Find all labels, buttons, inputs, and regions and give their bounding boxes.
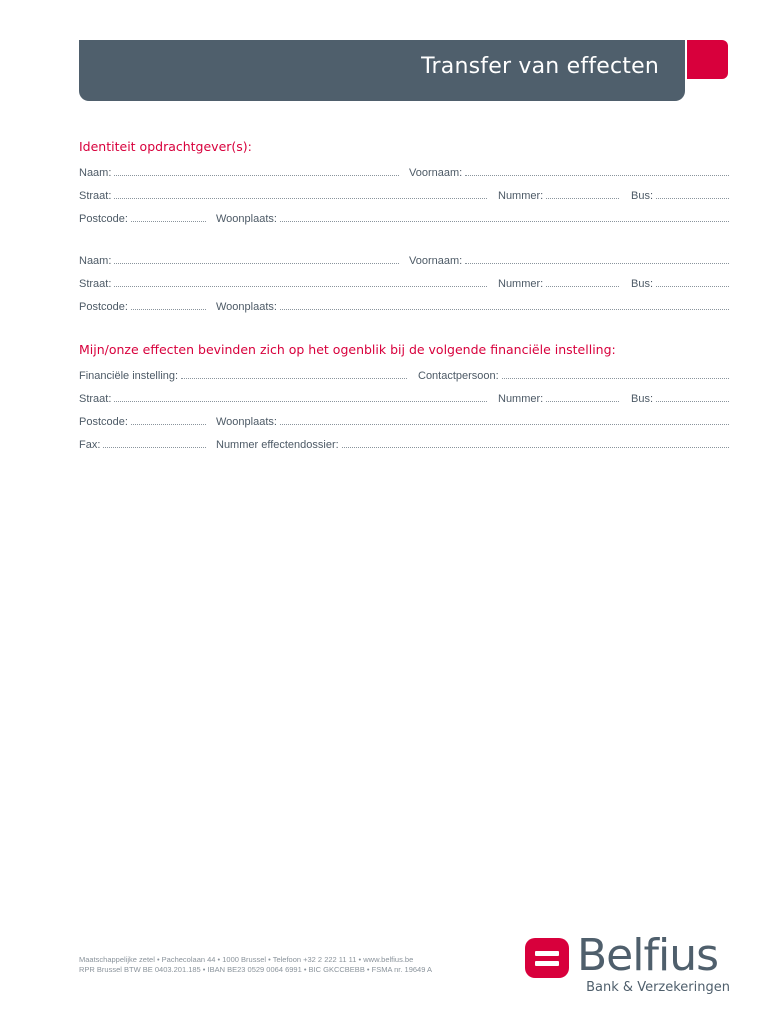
woonplaats-label: Woonplaats: [216,301,277,313]
straat-field-2[interactable] [79,274,487,290]
instelling-label: Financiële instelling: [79,370,179,382]
institution-row [79,366,729,382]
page-title: Transfer van effecten [421,54,659,79]
straat-label: Straat: [79,393,112,405]
fax-field[interactable] [79,435,206,451]
footer-address [79,955,432,975]
woonplaats-field-1[interactable] [216,209,729,225]
woonplaats-field-2[interactable] [216,297,729,313]
person1-name-row [79,163,729,179]
nummer-label: Nummer: [498,393,544,405]
postcode-label: Postcode: [79,301,128,313]
dossier-label: Nummer effectendossier: [216,439,339,451]
straat-label: Straat: [79,278,112,290]
naam-label: Naam: [79,255,112,267]
institution-street-row [79,389,729,405]
bus-label: Bus: [631,278,654,290]
contactpersoon-label: Contactpersoon: [418,370,499,382]
footer-line-1: Maatschappelijke zetel • Pachecolaan 44 • 1000 Brussel • Telefoon +32 2 222 11 11 • www.belfius.be [79,955,414,964]
section-title-identity: Identiteit opdrachtgever(s): [79,139,252,154]
dossier-field[interactable] [216,435,729,451]
voornaam-label: Voornaam: [409,255,463,267]
straat-field-3[interactable] [79,389,487,405]
logo-tagline: Bank & Verzekeringen [586,980,730,995]
woonplaats-label: Woonplaats: [216,213,277,225]
header-bar [79,40,685,101]
postcode-label: Postcode: [79,213,128,225]
bus-field-1[interactable] [631,186,729,202]
bus-field-2[interactable] [631,274,729,290]
bus-label: Bus: [631,190,654,202]
naam-field-2[interactable] [79,251,399,267]
footer-line-2: RPR Brussel BTW BE 0403.201.185 • IBAN BE23 0529 0064 6991 • BIC GKCCBEBB • FSMA nr. 19649 A [79,965,433,974]
person2-street-row [79,274,729,290]
instelling-field[interactable] [79,366,407,382]
nummer-field-3[interactable] [498,389,619,405]
nummer-field-1[interactable] [498,186,619,202]
voornaam-field-1[interactable] [409,163,729,179]
person1-city-row [79,209,729,225]
nummer-label: Nummer: [498,190,544,202]
straat-label: Straat: [79,190,112,202]
nummer-field-2[interactable] [498,274,619,290]
institution-fax-row [79,435,729,451]
postcode-field-2[interactable] [79,297,206,313]
naam-label: Naam: [79,167,112,179]
institution-city-row [79,412,729,428]
postcode-field-1[interactable] [79,209,206,225]
belfius-logo [525,930,730,1000]
person2-city-row [79,297,729,313]
section-title-institution: Mijn/onze effecten bevinden zich op het ogenblik bij de volgende financiële instelling: [79,342,616,357]
contactpersoon-field[interactable] [418,366,729,382]
postcode-label: Postcode: [79,416,128,428]
bus-field-3[interactable] [631,389,729,405]
logo-wordmark: Belfius [577,930,719,981]
postcode-field-3[interactable] [79,412,206,428]
nummer-label: Nummer: [498,278,544,290]
person2-name-row [79,251,729,267]
voornaam-label: Voornaam: [409,167,463,179]
woonplaats-field-3[interactable] [216,412,729,428]
voornaam-field-2[interactable] [409,251,729,267]
belfius-logo-mark-icon [525,938,569,978]
fax-label: Fax: [79,439,101,451]
bus-label: Bus: [631,393,654,405]
person1-street-row [79,186,729,202]
woonplaats-label: Woonplaats: [216,416,277,428]
naam-field-1[interactable] [79,163,399,179]
straat-field-1[interactable] [79,186,487,202]
accent-tab [687,40,728,79]
